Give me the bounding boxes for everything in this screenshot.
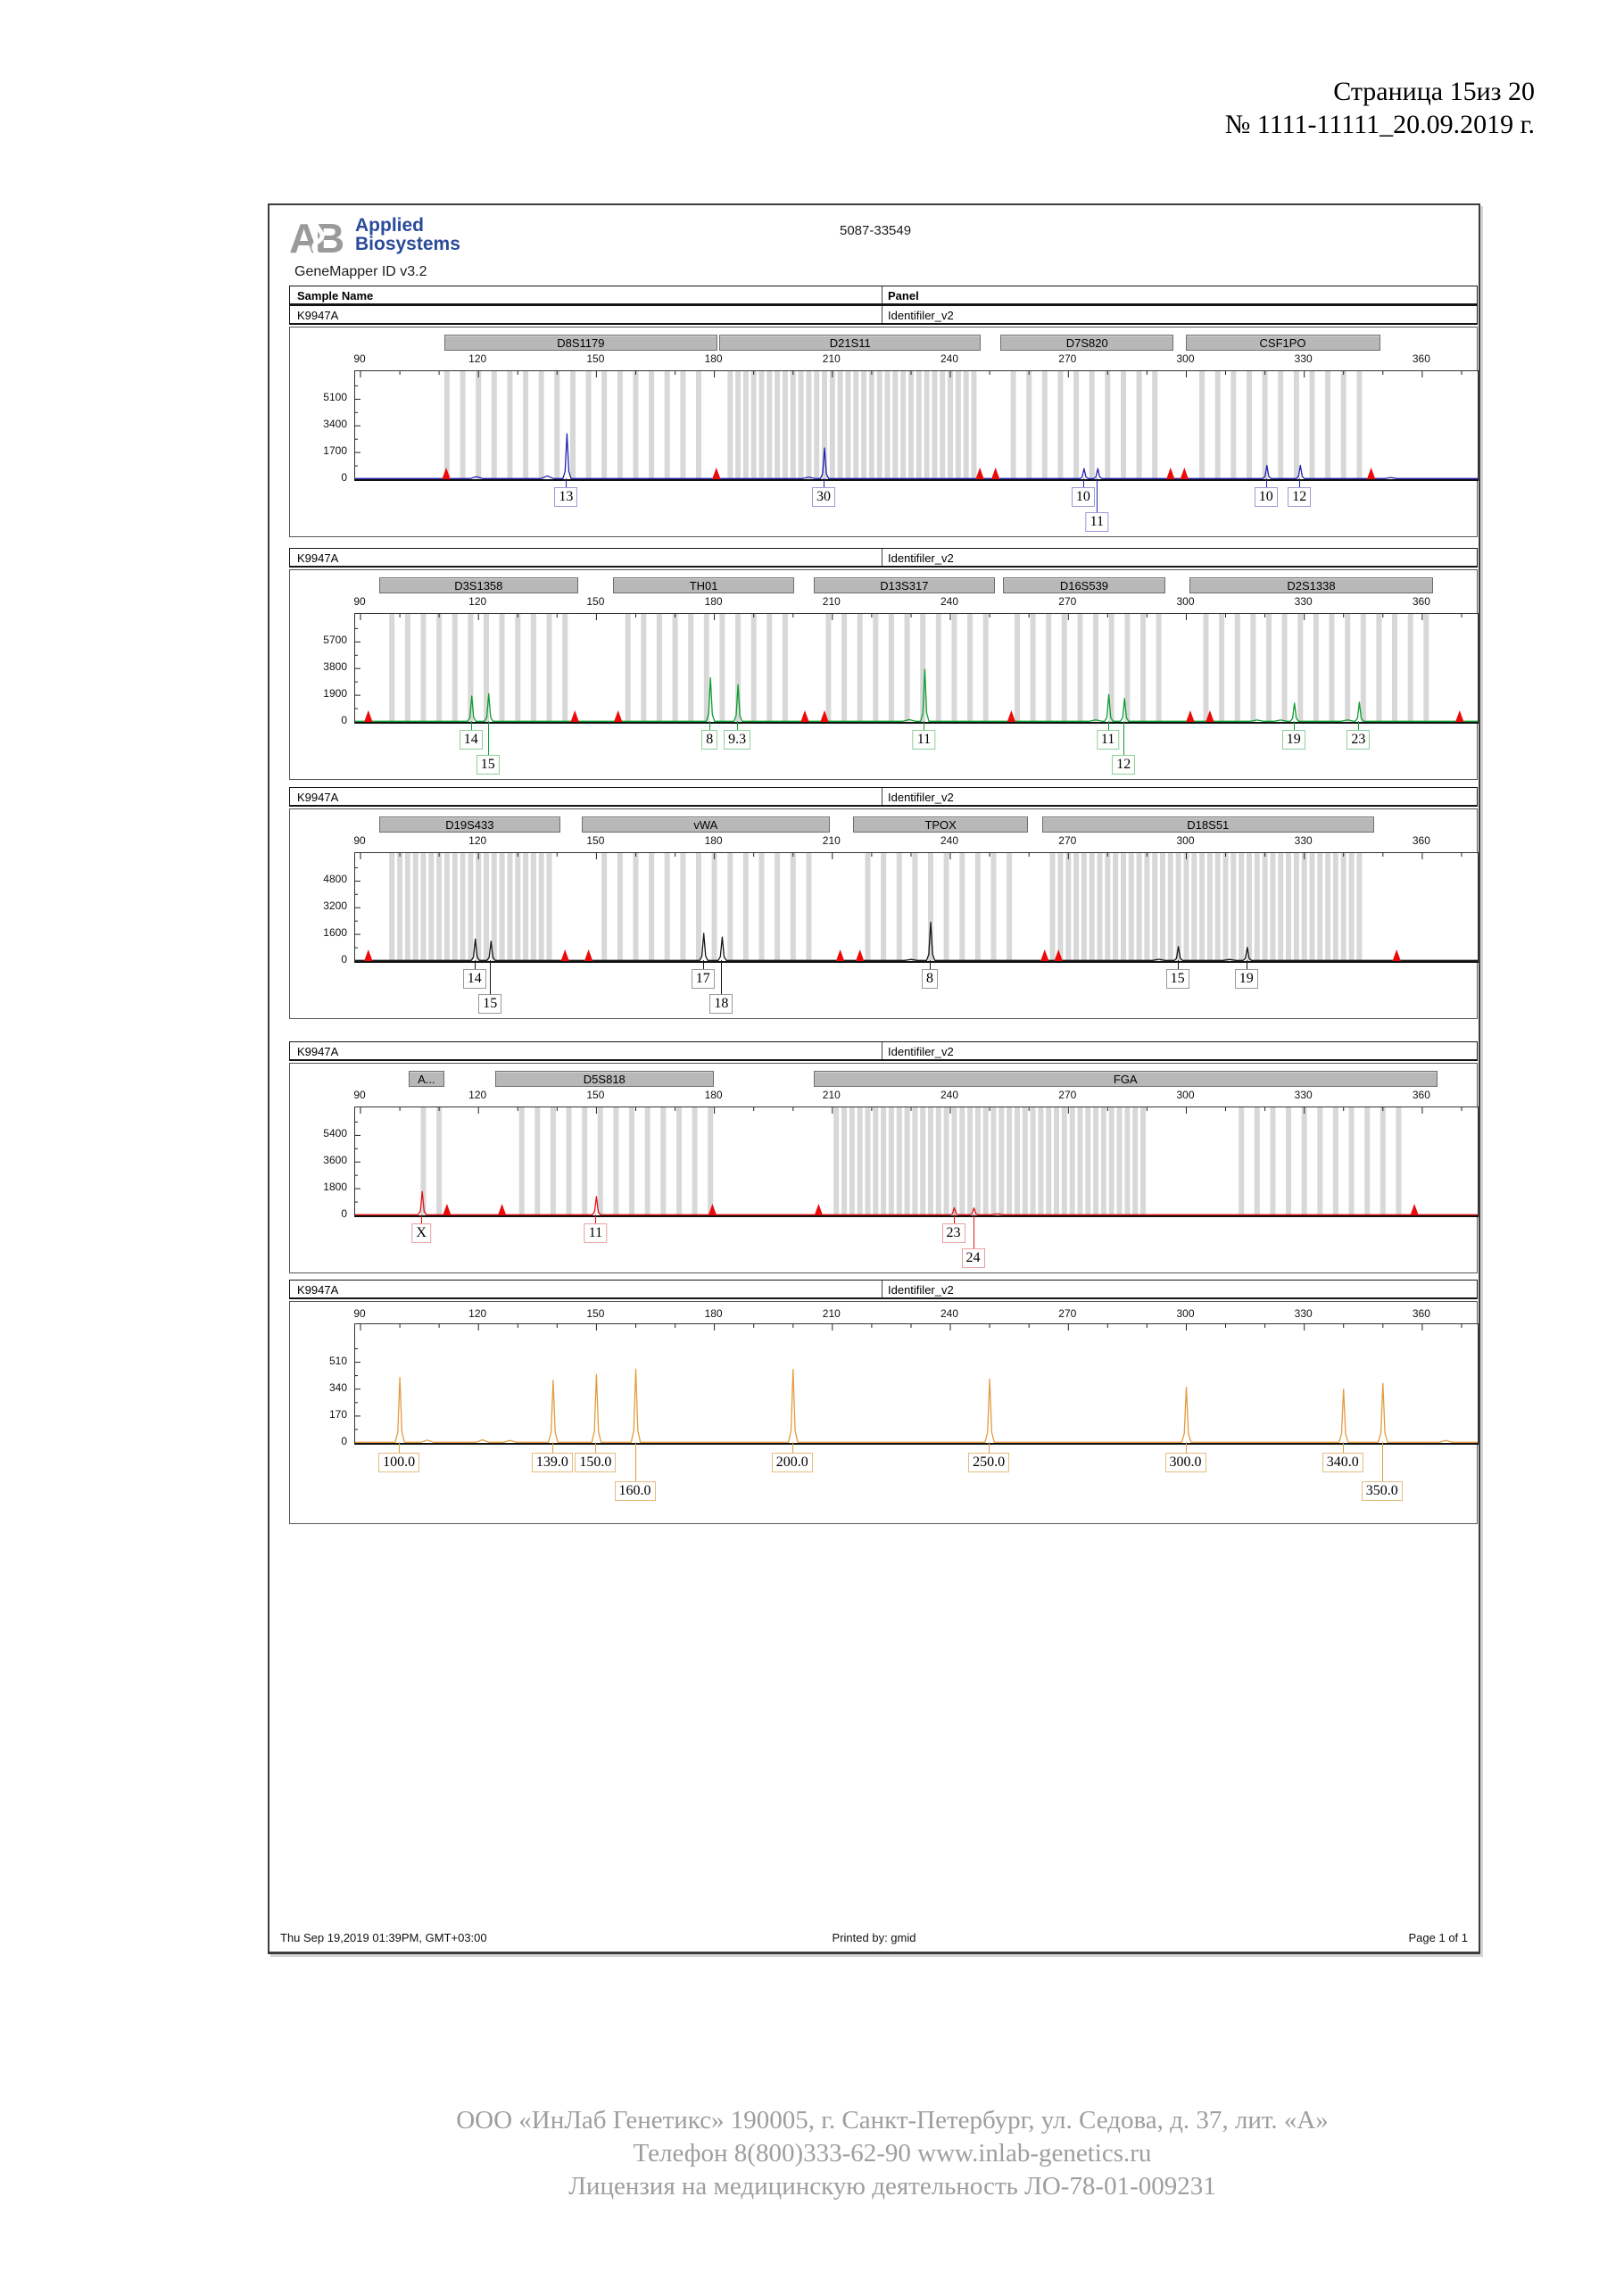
- allele-label: 150.0: [575, 1453, 616, 1472]
- allele-label: 14: [463, 969, 486, 989]
- y-axis-tick-label: 3200: [323, 899, 347, 913]
- x-axis-tick-label: 90: [353, 595, 366, 608]
- x-axis-tick-label: 270: [1058, 1307, 1077, 1320]
- x-axis-tick-label: 120: [468, 834, 487, 847]
- offscale-triangle: [364, 710, 372, 722]
- y-axis-tick-label: 5400: [323, 1127, 347, 1140]
- x-axis-tick-label: 300: [1176, 352, 1195, 365]
- offscale-triangle: [856, 949, 864, 961]
- x-axis-tick-label: 180: [704, 595, 723, 608]
- x-axis-tick-label: 270: [1058, 1089, 1077, 1101]
- y-axis-tick-label: 510: [328, 1354, 347, 1367]
- svg-text:A: A: [289, 216, 319, 259]
- offscale-triangle: [1367, 468, 1375, 479]
- marker-label-D5S818: D5S818: [495, 1071, 714, 1087]
- logo-text: Applied Biosystems: [355, 215, 460, 254]
- plot-area: [354, 613, 1479, 724]
- marker-label-D18S51: D18S51: [1042, 816, 1374, 833]
- x-axis-tick-label: 120: [468, 352, 487, 365]
- allele-label: 23: [1346, 730, 1370, 750]
- offscale-triangle: [991, 468, 999, 479]
- size-standard-orange: [289, 1301, 1478, 1524]
- offscale-triangle: [1455, 710, 1463, 722]
- allele-label: 11: [1086, 512, 1108, 532]
- plot-area: [354, 1323, 1479, 1445]
- plot-area: [354, 852, 1479, 963]
- allele-label: 24: [962, 1248, 985, 1268]
- marker-label-vWA: vWA: [582, 816, 830, 833]
- x-axis-tick-label: 180: [704, 352, 723, 365]
- y-axis-tick-label: 1900: [323, 687, 347, 700]
- svg-text:B: B: [315, 216, 345, 259]
- allele-label: 14: [460, 730, 483, 750]
- y-axis-tick-label: 1700: [323, 444, 347, 458]
- x-axis-tick-label: 240: [940, 1089, 959, 1101]
- allele-label: 100.0: [378, 1453, 419, 1472]
- allele-connector: [721, 960, 722, 996]
- page-number: Страница 15из 20: [1333, 77, 1535, 106]
- offscale-triangle: [1181, 468, 1189, 479]
- y-axis-tick-label: 3600: [323, 1154, 347, 1167]
- genemapper-printout: [268, 203, 1480, 1954]
- marker-label-FGA: FGA: [814, 1071, 1438, 1087]
- page-of: Page 1 of 1: [1408, 1931, 1468, 1944]
- electropherogram-green: [289, 569, 1478, 780]
- offscale-triangle: [1410, 1204, 1418, 1215]
- offscale-triangle: [800, 710, 808, 722]
- x-axis-tick-label: 240: [940, 834, 959, 847]
- allele-label: 160.0: [615, 1481, 656, 1501]
- allele-label: 340.0: [1322, 1453, 1363, 1472]
- x-axis-tick-label: 360: [1412, 1307, 1430, 1320]
- offscale-triangle: [1166, 468, 1174, 479]
- x-axis-tick-label: 270: [1058, 834, 1077, 847]
- y-axis-tick-label: 340: [328, 1380, 347, 1394]
- allele-label: 9.3: [724, 730, 750, 750]
- lab-footer: [170, 2104, 1615, 2203]
- allele-label: 23: [942, 1223, 965, 1243]
- plot-area: [354, 370, 1479, 481]
- offscale-triangle: [584, 949, 592, 961]
- lab-license: Лицензия на медицинскую деятельность ЛО-78-01-009231: [568, 2172, 1216, 2201]
- trace-green: [355, 669, 1478, 721]
- x-axis-tick-label: 120: [468, 1089, 487, 1101]
- offscale-triangle: [1007, 710, 1015, 722]
- marker-label-TPOX: TPOX: [853, 816, 1028, 833]
- offscale-triangle: [561, 949, 569, 961]
- allele-label: 8: [701, 730, 717, 750]
- x-axis-tick-label: 120: [468, 1307, 487, 1320]
- offscale-triangle: [1393, 949, 1401, 961]
- allele-label: 10: [1255, 487, 1278, 507]
- offscale-triangle: [614, 710, 622, 722]
- y-axis-tick-label: 170: [328, 1407, 347, 1421]
- allele-label: 10: [1072, 487, 1095, 507]
- x-axis-tick-label: 150: [586, 352, 605, 365]
- y-axis-tick-label: 0: [341, 1207, 347, 1220]
- allele-connector: [1097, 478, 1098, 514]
- x-axis-tick-label: 330: [1294, 1307, 1313, 1320]
- x-axis-tick-label: 300: [1176, 595, 1195, 608]
- x-axis-tick-label: 240: [940, 1307, 959, 1320]
- x-axis-tick-label: 210: [822, 352, 841, 365]
- x-axis-tick-label: 360: [1412, 595, 1430, 608]
- print-timestamp: Thu Sep 19,2019 01:39PM, GMT+03:00: [280, 1931, 487, 1944]
- plot-area: [354, 1107, 1479, 1217]
- x-axis-tick-label: 180: [704, 834, 723, 847]
- software-version: GeneMapper ID v3.2: [294, 264, 427, 279]
- x-axis-tick-label: 330: [1294, 834, 1313, 847]
- x-axis-tick-label: 360: [1412, 834, 1430, 847]
- marker-label-D13S317: D13S317: [814, 577, 995, 593]
- x-axis-tick-label: 330: [1294, 352, 1313, 365]
- sample-row: K9947A Identifiler_v2: [289, 787, 1478, 807]
- x-axis-tick-label: 360: [1412, 1089, 1430, 1101]
- x-axis-tick-label: 210: [822, 1089, 841, 1101]
- y-axis-tick-label: 3400: [323, 418, 347, 431]
- lab-phone: Телефон 8(800)333-62-90 www.inlab-genetics.ru: [633, 2139, 1152, 2168]
- allele-label: 30: [812, 487, 835, 507]
- x-axis-tick-label: 150: [586, 1307, 605, 1320]
- sample-row: K9947A Identifiler_v2: [289, 1041, 1478, 1061]
- y-axis-tick-label: 4800: [323, 873, 347, 886]
- col-sample-name: Sample Name: [297, 289, 374, 303]
- offscale-triangle: [498, 1204, 506, 1215]
- marker-label-D3S1358: D3S1358: [379, 577, 578, 593]
- y-axis-tick-label: 1800: [323, 1181, 347, 1194]
- offscale-triangle: [975, 468, 983, 479]
- x-axis-tick-label: 300: [1176, 1307, 1195, 1320]
- allele-label: 18: [709, 994, 733, 1014]
- instrument-id: 5087-33549: [840, 223, 912, 238]
- allele-label: 8: [922, 969, 938, 989]
- x-axis-tick-label: 90: [353, 834, 366, 847]
- allele-label: 11: [584, 1223, 607, 1243]
- allele-connector: [488, 721, 489, 757]
- electropherogram-red: [289, 1063, 1478, 1273]
- marker-label-D19S433: D19S433: [379, 816, 560, 833]
- allele-label: 17: [692, 969, 715, 989]
- y-axis-tick-label: 0: [341, 714, 347, 726]
- allele-label: 12: [1288, 487, 1311, 507]
- x-axis-tick-label: 120: [468, 595, 487, 608]
- allele-label: 19: [1235, 969, 1258, 989]
- x-axis-tick-label: 210: [822, 834, 841, 847]
- x-axis-tick-label: 240: [940, 352, 959, 365]
- sample-row: K9947A Identifiler_v2: [289, 548, 1478, 568]
- allele-label: 300.0: [1165, 1453, 1206, 1472]
- allele-label: 139.0: [532, 1453, 573, 1472]
- marker-label-D2S1338: D2S1338: [1189, 577, 1433, 593]
- allele-label: 15: [478, 994, 501, 1014]
- allele-connector: [1382, 1442, 1383, 1483]
- marker-label-D16S539: D16S539: [1003, 577, 1166, 593]
- x-axis-tick-label: 360: [1412, 352, 1430, 365]
- y-axis-tick-label: 0: [341, 953, 347, 966]
- x-axis-tick-label: 210: [822, 1307, 841, 1320]
- x-axis-tick-label: 240: [940, 595, 959, 608]
- marker-label-D21S11: D21S11: [719, 335, 981, 351]
- offscale-triangle: [571, 710, 579, 722]
- x-axis-tick-label: 330: [1294, 595, 1313, 608]
- ab-logo-icon: [289, 216, 350, 259]
- x-axis-tick-label: 90: [353, 1307, 366, 1320]
- allele-label: 15: [476, 755, 500, 775]
- y-axis-tick-label: 3800: [323, 660, 347, 674]
- y-axis-tick-label: 1600: [323, 926, 347, 940]
- offscale-triangle: [1040, 949, 1048, 961]
- col-panel: Panel: [882, 286, 919, 303]
- offscale-triangle: [712, 468, 720, 479]
- x-axis-tick-label: 180: [704, 1089, 723, 1101]
- x-axis-tick-label: 330: [1294, 1089, 1313, 1101]
- x-axis-tick-label: 300: [1176, 1089, 1195, 1101]
- x-axis-tick-label: 300: [1176, 834, 1195, 847]
- electropherogram-black: [289, 808, 1478, 1019]
- x-axis-tick-label: 150: [586, 834, 605, 847]
- allele-label: 19: [1282, 730, 1305, 750]
- allele-label: X: [411, 1223, 431, 1243]
- offscale-triangle: [815, 1204, 823, 1215]
- y-axis-tick-label: 5700: [323, 634, 347, 647]
- allele-label: 11: [1097, 730, 1119, 750]
- trace-orange: [355, 1369, 1478, 1442]
- y-axis-tick-label: 5100: [323, 391, 347, 404]
- marker-label-CSF1PO: CSF1PO: [1186, 335, 1380, 351]
- offscale-triangle: [364, 949, 372, 961]
- marker-label-A: A...: [409, 1071, 444, 1087]
- marker-label-D8S1179: D8S1179: [444, 335, 717, 351]
- sample-name: K9947A: [297, 309, 339, 322]
- allele-label: 200.0: [772, 1453, 813, 1472]
- sample-row: [289, 305, 1478, 325]
- electropherogram-blue: [289, 327, 1478, 537]
- x-axis-tick-label: 150: [586, 595, 605, 608]
- allele-label: 11: [913, 730, 935, 750]
- x-axis-tick-label: 90: [353, 352, 366, 365]
- offscale-triangle: [443, 1204, 451, 1215]
- allele-label: 350.0: [1362, 1481, 1403, 1501]
- x-axis-tick-label: 180: [704, 1307, 723, 1320]
- printed-by: Printed by: gmid: [832, 1931, 916, 1944]
- x-axis-tick-label: 90: [353, 1089, 366, 1101]
- x-axis-tick-label: 210: [822, 595, 841, 608]
- case-number: № 1111-11111_20.09.2019 г.: [1224, 110, 1535, 139]
- allele-label: 250.0: [968, 1453, 1009, 1472]
- y-axis-tick-label: 0: [341, 471, 347, 484]
- x-axis-tick-label: 270: [1058, 352, 1077, 365]
- allele-connector: [635, 1442, 636, 1483]
- allele-connector: [490, 960, 491, 996]
- sample-table-header: [289, 286, 1478, 305]
- x-axis-tick-label: 150: [586, 1089, 605, 1101]
- x-axis-tick-label: 270: [1058, 595, 1077, 608]
- marker-label-D7S820: D7S820: [1000, 335, 1173, 351]
- panel-name: Identifiler_v2: [882, 306, 954, 323]
- page-header: [892, 75, 1535, 141]
- sample-row: K9947A Identifiler_v2: [289, 1280, 1478, 1299]
- offscale-triangle: [1186, 710, 1194, 722]
- allele-connector: [1123, 721, 1124, 757]
- allele-label: 12: [1112, 755, 1135, 775]
- lab-address: ООО «ИнЛаб Генетикс» 190005, г. Санкт-Петербург, ул. Седова, д. 37, лит. «А»: [456, 2106, 1329, 2134]
- y-axis-tick-label: 0: [341, 1435, 347, 1447]
- allele-label: 13: [554, 487, 577, 507]
- offscale-triangle: [836, 949, 844, 961]
- marker-label-TH01: TH01: [613, 577, 794, 593]
- allele-label: 15: [1166, 969, 1189, 989]
